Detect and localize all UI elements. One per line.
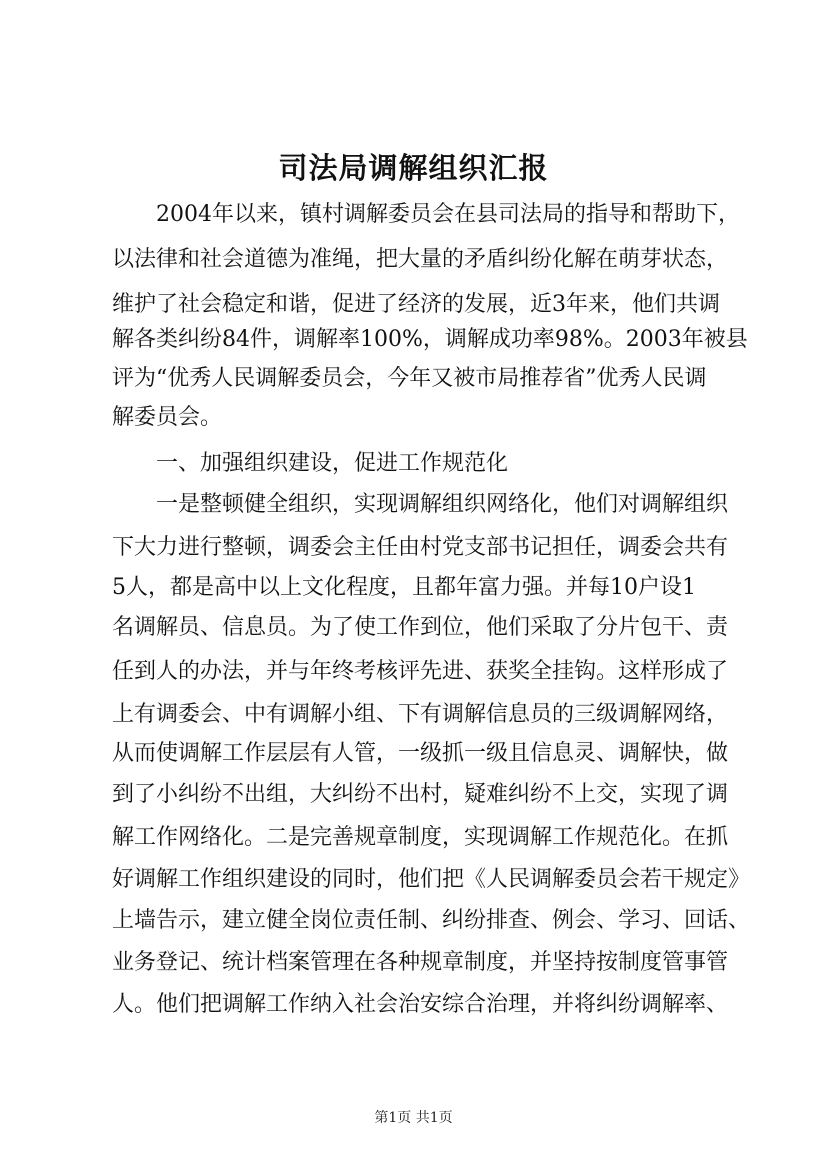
document-title: 司法局调解组织汇报 — [278, 151, 549, 185]
body-line: 解委员会。 — [112, 405, 223, 430]
body-line: 5人，都是高中以上文化程度，且都年富力强。并每10户设1 — [112, 575, 696, 600]
body-line: 上墙告示，建立健全岗位责任制、纠纷排查、例会、学习、回话、 — [112, 908, 751, 933]
body-line: 任到人的办法，并与年终考核评先进、获奖全挂钩。这样形成了 — [112, 659, 729, 684]
body-line: 好调解工作组织建设的同时，他们把《人民调解委员会若干规定》 — [112, 867, 751, 892]
body-line: 人。他们把调解工作纳入社会治安综合治理，并将纠纷调解率、 — [112, 992, 729, 1017]
body-line: 业务登记、统计档案管理在各种规章制度，并坚持按制度管事管 — [112, 950, 729, 975]
body-line: 维护了社会稳定和谐，促进了经济的发展，近3年来，他们共调 — [112, 292, 720, 317]
body-line: 2004年以来，镇村调解委员会在县司法局的指导和帮助下， — [112, 202, 740, 227]
body-line: 评为“优秀人民调解委员会，今年又被市局推荐省”优秀人民调 — [112, 366, 707, 391]
body-line: 下大力进行整顿，调委会主任由村党支部书记担任，调委会共有 — [112, 535, 729, 560]
body-line: 从而使调解工作层层有人管，一级抓一级且信息灵、调解快，做 — [112, 741, 729, 766]
body-line: 名调解员、信息员。为了使工作到位，他们采取了分片包干、责 — [112, 615, 729, 640]
body-line: 上有调委会、中有调解小组、下有调解信息员的三级调解网络， — [112, 702, 729, 727]
body-line: 一是整顿健全组织，实现调解组织网络化，他们对调解组织 — [112, 492, 729, 517]
body-line: 解工作网络化。二是完善规章制度，实现调解工作规范化。在抓 — [112, 825, 729, 850]
section-heading: 一、加强组织建设，促进工作规范化 — [112, 451, 509, 476]
body-line: 解各类纠纷84件，调解率100%，调解成功率98%。2003年被县 — [112, 327, 748, 352]
page-footer: 第1页 共1页 — [374, 1110, 453, 1126]
body-line: 以法律和社会道德为准绳，把大量的矛盾纠纷化解在萌芽状态， — [112, 247, 729, 272]
body-line: 到了小纠纷不出组，大纠纷不出村，疑难纠纷不上交，实现了调 — [112, 782, 729, 807]
